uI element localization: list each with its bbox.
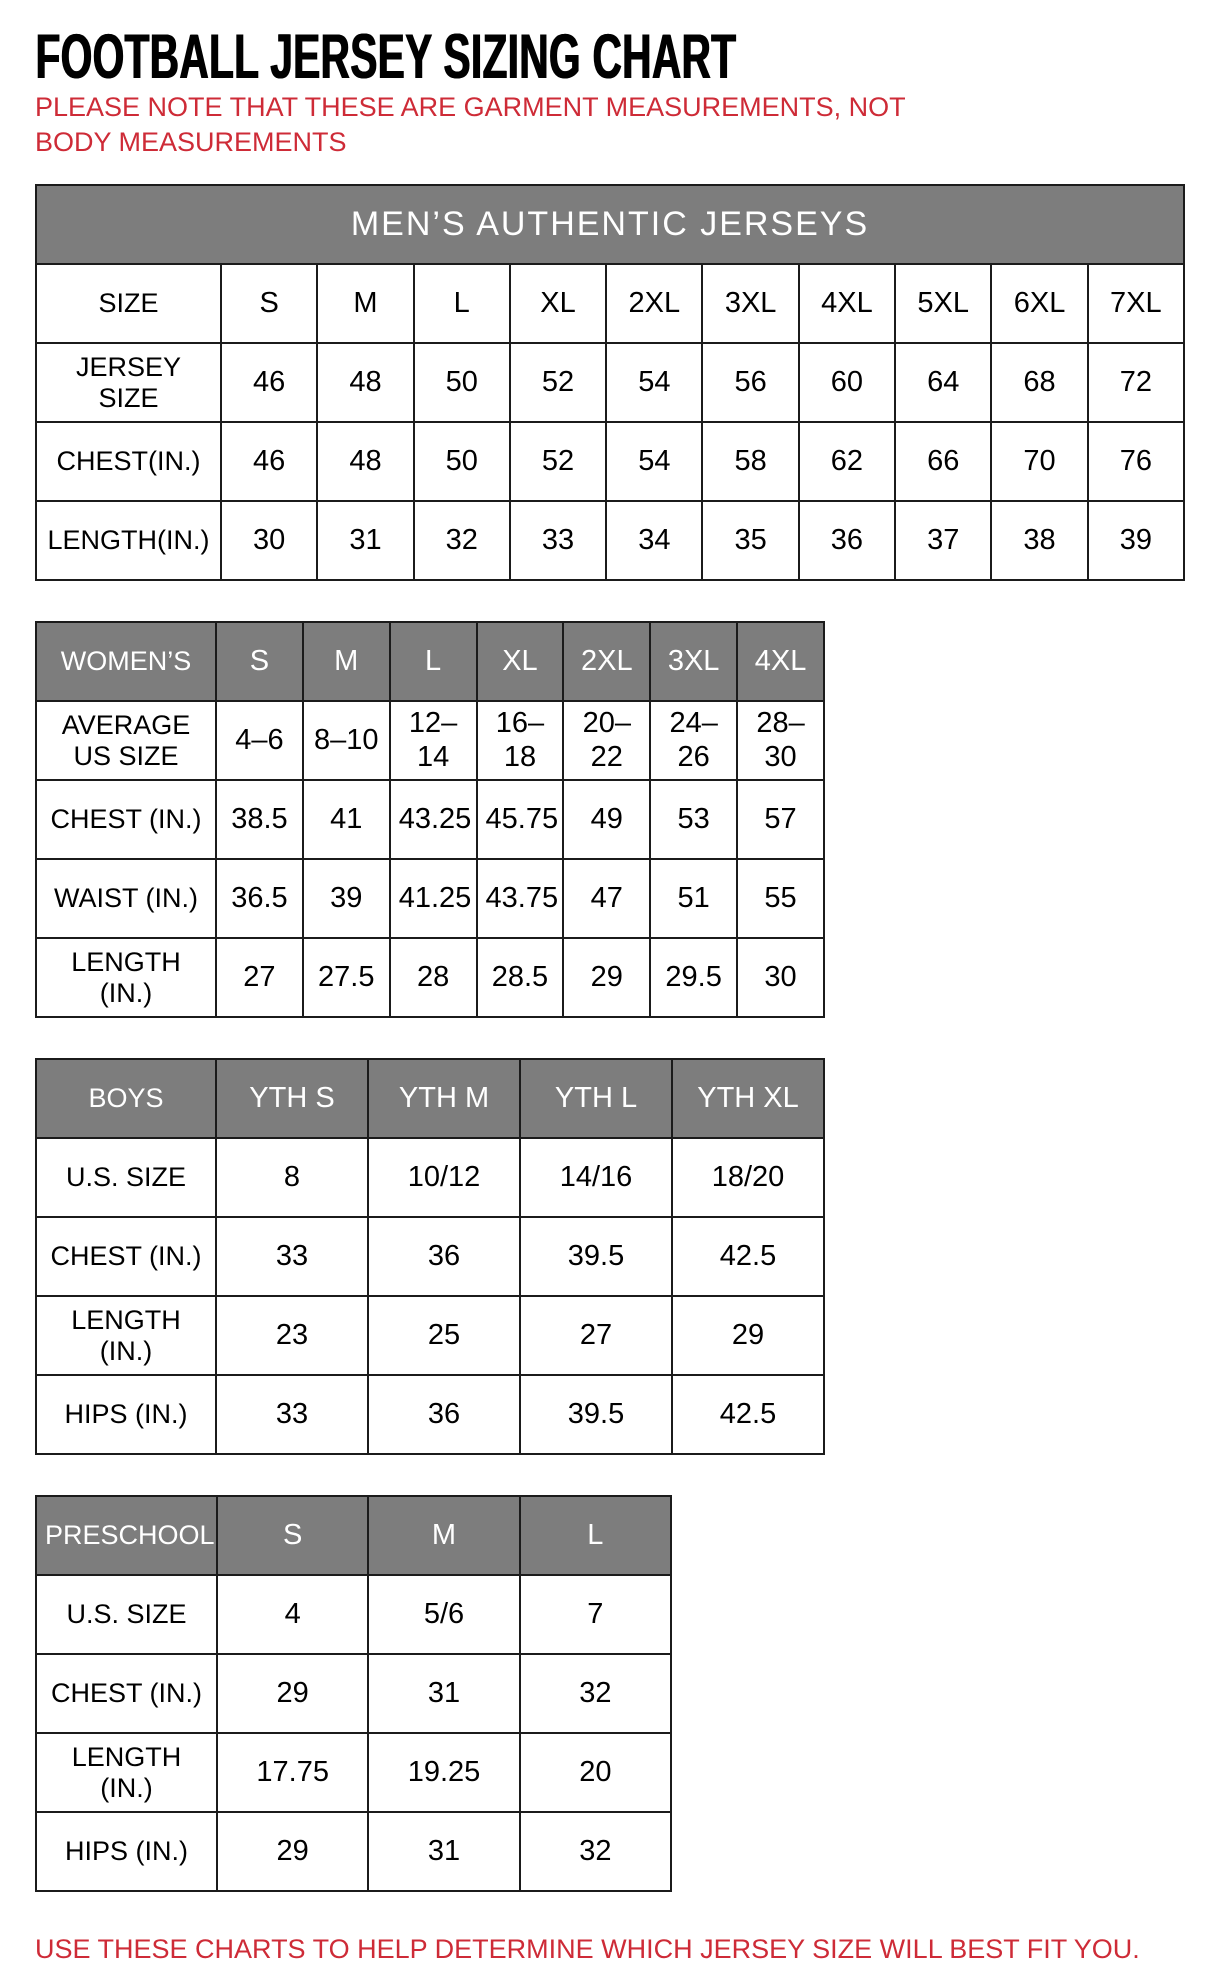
cell-value: 52 [510, 422, 606, 501]
table-row [36, 859, 824, 938]
cell-value: 36 [368, 1217, 520, 1296]
table-row [36, 1138, 824, 1217]
cell-value: 42.5 [672, 1217, 824, 1296]
cell-value: 19.25 [368, 1733, 519, 1812]
garment-measurements-note: PLEASE NOTE THAT THESE ARE GARMENT MEASUREMENTS, NOT BODY MEASUREMENTS [35, 92, 906, 158]
cell-value: 53 [650, 780, 737, 859]
cell-value: 7XL [1088, 264, 1184, 343]
footer-note: USE THESE CHARTS TO HELP DETERMINE WHICH JERSEY SIZE WILL BEST FIT YOU. [35, 1934, 1140, 1965]
cell-value: 64 [895, 343, 991, 422]
table-header-row [36, 1059, 824, 1138]
page-title-wrap [35, 21, 1185, 92]
cell-value: 23 [216, 1296, 368, 1375]
table-row [36, 422, 1184, 501]
cell-value: 6XL [991, 264, 1087, 343]
column-header: 4XL [737, 622, 824, 701]
table-row [36, 938, 824, 1017]
table-row [36, 780, 824, 859]
cell-value: L [414, 264, 510, 343]
cell-value: 27.5 [303, 938, 390, 1017]
cell-value: 33 [510, 501, 606, 580]
column-header: L [390, 622, 477, 701]
column-header: S [217, 1496, 368, 1575]
cell-value: 49 [563, 780, 650, 859]
cell-value: 42.5 [672, 1375, 824, 1454]
cell-value: 29 [563, 938, 650, 1017]
cell-value: 33 [216, 1375, 368, 1454]
table-row [36, 1654, 671, 1733]
table-row [36, 264, 1184, 343]
cell-value: 17.75 [217, 1733, 368, 1812]
cell-value: 45.75 [477, 780, 564, 859]
column-header: 3XL [650, 622, 737, 701]
cell-value: 27 [216, 938, 303, 1017]
row-label: WAIST (IN.) [36, 859, 216, 938]
table-title-header: PRESCHOOL [36, 1496, 217, 1575]
boys-sizing-table [35, 1058, 825, 1455]
cell-value: 46 [221, 343, 317, 422]
column-header: L [520, 1496, 671, 1575]
cell-value: 8–10 [303, 701, 390, 780]
cell-value: 47 [563, 859, 650, 938]
column-header: YTH M [368, 1059, 520, 1138]
column-header: YTH L [520, 1059, 672, 1138]
cell-value: 30 [737, 938, 824, 1017]
cell-value: 54 [606, 422, 702, 501]
table-header-row [36, 1496, 671, 1575]
cell-value: 10/12 [368, 1138, 520, 1217]
column-header: YTH XL [672, 1059, 824, 1138]
cell-value: 4XL [799, 264, 895, 343]
row-label: HIPS (IN.) [36, 1375, 216, 1454]
cell-value: 29 [217, 1654, 368, 1733]
row-label: LENGTH (IN.) [36, 1296, 216, 1375]
preschool-sizing-table [35, 1495, 672, 1892]
cell-value: 38 [991, 501, 1087, 580]
cell-value: 5/6 [368, 1575, 519, 1654]
cell-value: 7 [520, 1575, 671, 1654]
column-header: 2XL [563, 622, 650, 701]
row-label: CHEST (IN.) [36, 1654, 217, 1733]
cell-value: 5XL [895, 264, 991, 343]
row-label: U.S. SIZE [36, 1138, 216, 1217]
cell-value: 14/16 [520, 1138, 672, 1217]
cell-value: 41 [303, 780, 390, 859]
cell-value: 56 [702, 343, 798, 422]
cell-value: 3XL [702, 264, 798, 343]
cell-value: M [317, 264, 413, 343]
table-title-header: BOYS [36, 1059, 216, 1138]
cell-value: 28–30 [737, 701, 824, 780]
cell-value: 76 [1088, 422, 1184, 501]
cell-value: 68 [991, 343, 1087, 422]
cell-value: 31 [368, 1654, 519, 1733]
cell-value: 51 [650, 859, 737, 938]
cell-value: 62 [799, 422, 895, 501]
cell-value: 31 [317, 501, 413, 580]
column-header: S [216, 622, 303, 701]
cell-value: 52 [510, 343, 606, 422]
cell-value: 29 [672, 1296, 824, 1375]
cell-value: 39.5 [520, 1217, 672, 1296]
cell-value: 16–18 [477, 701, 564, 780]
row-label: SIZE [36, 264, 221, 343]
cell-value: 29.5 [650, 938, 737, 1017]
cell-value: 18/20 [672, 1138, 824, 1217]
cell-value: 48 [317, 343, 413, 422]
cell-value: 27 [520, 1296, 672, 1375]
table-row [36, 343, 1184, 422]
cell-value: 29 [217, 1812, 368, 1891]
cell-value: 57 [737, 780, 824, 859]
table-row [36, 1217, 824, 1296]
cell-value: 66 [895, 422, 991, 501]
cell-value: 36.5 [216, 859, 303, 938]
cell-value: 60 [799, 343, 895, 422]
table-title-header: WOMEN’S [36, 622, 216, 701]
table-row [36, 501, 1184, 580]
cell-value: 33 [216, 1217, 368, 1296]
cell-value: 36 [368, 1375, 520, 1454]
table-header-row [36, 622, 824, 701]
table-row [36, 1812, 671, 1891]
column-header: M [303, 622, 390, 701]
cell-value: 48 [317, 422, 413, 501]
cell-value: 50 [414, 422, 510, 501]
cell-value: 39 [303, 859, 390, 938]
cell-value: 31 [368, 1812, 519, 1891]
cell-value: 54 [606, 343, 702, 422]
cell-value: 39.5 [520, 1375, 672, 1454]
row-label: U.S. SIZE [36, 1575, 217, 1654]
sizing-chart-page [35, 21, 1185, 1967]
cell-value: 28.5 [477, 938, 564, 1017]
cell-value: 43.25 [390, 780, 477, 859]
cell-value: 32 [414, 501, 510, 580]
cell-value: 4–6 [216, 701, 303, 780]
row-label: CHEST (IN.) [36, 780, 216, 859]
cell-value: 58 [702, 422, 798, 501]
cell-value: 39 [1088, 501, 1184, 580]
womens-sizing-table [35, 621, 825, 1018]
row-label: CHEST (IN.) [36, 1217, 216, 1296]
cell-value: 50 [414, 343, 510, 422]
table-row [36, 1375, 824, 1454]
column-header: XL [477, 622, 564, 701]
cell-value: 32 [520, 1812, 671, 1891]
cell-value: 8 [216, 1138, 368, 1217]
cell-value: 24–26 [650, 701, 737, 780]
cell-value: 43.75 [477, 859, 564, 938]
cell-value: 72 [1088, 343, 1184, 422]
cell-value: S [221, 264, 317, 343]
cell-value: 37 [895, 501, 991, 580]
cell-value: 32 [520, 1654, 671, 1733]
row-label: LENGTH (IN.) [36, 1733, 217, 1812]
row-label: LENGTH(IN.) [36, 501, 221, 580]
cell-value: 28 [390, 938, 477, 1017]
cell-value: 34 [606, 501, 702, 580]
column-header: YTH S [216, 1059, 368, 1138]
cell-value: 35 [702, 501, 798, 580]
cell-value: 38.5 [216, 780, 303, 859]
table-row [36, 701, 824, 780]
cell-value: 4 [217, 1575, 368, 1654]
cell-value: 20 [520, 1733, 671, 1812]
row-label: HIPS (IN.) [36, 1812, 217, 1891]
page-title: FOOTBALL JERSEY SIZING CHART [35, 21, 736, 92]
cell-value: 12–14 [390, 701, 477, 780]
table-row [36, 1575, 671, 1654]
row-label: CHEST(IN.) [36, 422, 221, 501]
table-row [36, 1296, 824, 1375]
cell-value: 41.25 [390, 859, 477, 938]
cell-value: 30 [221, 501, 317, 580]
table-row [36, 1733, 671, 1812]
cell-value: 36 [799, 501, 895, 580]
cell-value: 55 [737, 859, 824, 938]
cell-value: 46 [221, 422, 317, 501]
cell-value: XL [510, 264, 606, 343]
cell-value: 20–22 [563, 701, 650, 780]
cell-value: 2XL [606, 264, 702, 343]
mens-authentic-jerseys-table [35, 184, 1185, 581]
table-banner-row [36, 185, 1184, 264]
row-label: AVERAGE US SIZE [36, 701, 216, 780]
table-title: MEN’S AUTHENTIC JERSEYS [36, 185, 1184, 264]
row-label: LENGTH (IN.) [36, 938, 216, 1017]
cell-value: 25 [368, 1296, 520, 1375]
cell-value: 70 [991, 422, 1087, 501]
column-header: M [368, 1496, 519, 1575]
row-label: JERSEY SIZE [36, 343, 221, 422]
